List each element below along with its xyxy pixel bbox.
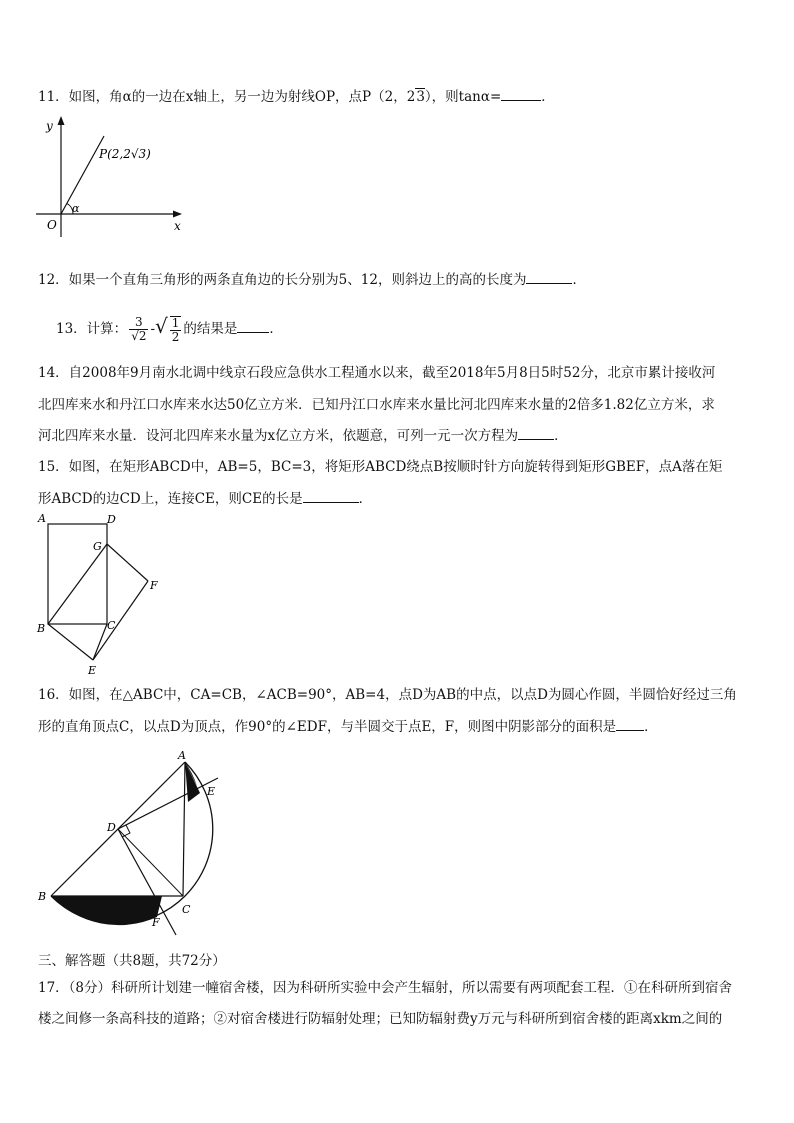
q14-end: ．	[554, 428, 568, 444]
question-13	[56, 312, 778, 344]
q14-line-2: 北四库来水和丹江口水库来水达50亿立方米．已知丹江口水库来水量比河北四库来水量的2倍多1.82亿立方米，求	[38, 397, 715, 413]
q11-sqrt: 3	[416, 89, 425, 105]
q11-label-alpha: α	[72, 202, 80, 215]
section-3-title: 三、解答题（共8题，共72分）	[38, 953, 226, 969]
q14-line-3	[38, 427, 760, 445]
q15-figure	[30, 508, 170, 683]
q16-answer-blank	[616, 718, 644, 731]
q11-label-o: O	[47, 218, 57, 232]
q15-label-g: G	[93, 540, 102, 553]
q13-answer-blank	[237, 320, 269, 333]
q17-line-2: 楼之间修一条高科技的道路；②对宿舍楼进行防辐射处理；已知防辐射费y万元与科研所到宿舍楼的距离xkm之间的	[38, 1011, 723, 1027]
q14-line-3-text: 河北四库来水量．设河北四库来水量为x亿立方米，依题意，可列一元一次方程为	[38, 428, 519, 444]
q15-label-c: C	[107, 619, 116, 632]
q13-prefix: 13．计算：	[56, 321, 128, 337]
q13-end: ．	[269, 321, 283, 337]
q15-label-e: E	[88, 664, 97, 677]
q12-answer-blank	[526, 271, 572, 284]
q13-suffix: 的结果是	[183, 321, 238, 337]
q15-line-2-text: 形ABCD的边CD上，连接CE，则CE的长是	[38, 491, 303, 507]
q16-line-1: 16．如图，在△ABC中，CA=CB，∠ACB=90°，AB=4，点D为AB的中点，以点D为圆心作圆，半圆恰好经过三角	[38, 687, 737, 703]
question-12	[38, 271, 760, 289]
q16-label-e: E	[207, 785, 216, 798]
q13-fraction-1: $\frac{3}{√2}$	[131, 315, 147, 343]
q11-answer-blank	[501, 88, 541, 101]
q17-line-1: 17．（8分）科研所计划建一幢宿舍楼，因为科研所实验中会产生辐射，所以需要有两项配套工程．①在科研所到宿舍	[38, 980, 733, 996]
q13-fraction-2: $\frac{1}{2}$	[171, 315, 180, 344]
q15-end: ．	[358, 491, 373, 507]
q15-label-a: A	[38, 512, 46, 525]
q16-figure	[30, 745, 230, 940]
q16-label-d: D	[107, 821, 116, 834]
q15-label-d: D	[107, 513, 116, 526]
q11-label-p: P(2,2√3)	[99, 147, 151, 161]
q15-line-1: 15．如图，在矩形ABCD中，AB=5，BC=3，将矩形ABCD绕点B按顺时针方向旋转得到矩形GBEF，点A落在矩	[38, 459, 723, 475]
q12-end: ．	[572, 272, 586, 288]
q16-line-2-text: 形的直角顶点C，以点D为顶点，作90°的∠EDF，与半圆交于点E，F，则图中阴影部分的面积是	[38, 719, 617, 735]
q16-end: ．	[644, 719, 658, 735]
q11-text-b: ），则tanα=	[424, 89, 502, 105]
q11-label-y: y	[46, 119, 53, 133]
q16-line-2	[38, 718, 760, 736]
q16-label-a: A	[178, 749, 186, 762]
q15-label-b: B	[37, 622, 46, 635]
q12-text: 12．如果一个直角三角形的两条直角边的长分别为5、12，则斜边上的高的长度为	[38, 272, 527, 288]
question-11	[38, 88, 760, 106]
q15-label-f: F	[150, 579, 158, 592]
q15-answer-blank	[303, 490, 359, 503]
q11-text-a: 11．如图，角α的一边在x轴上，另一边为射线OP，点P（2，2	[38, 89, 416, 105]
q14-answer-blank	[518, 427, 554, 440]
q11-label-x: x	[174, 219, 181, 233]
q13-minus: -	[150, 321, 156, 337]
q16-label-c: C	[182, 903, 191, 916]
q14-line-1: 14．自2008年9月南水北调中线京石段应急供水工程通水以来，截至2018年5月8日5时52分，北京市累计接收河	[38, 365, 716, 381]
q11-end: ．	[541, 89, 555, 105]
q16-label-f: F	[152, 916, 160, 929]
q11-figure	[30, 112, 200, 242]
q15-line-2	[38, 490, 760, 508]
q13-radical-sign: √	[155, 314, 168, 338]
q16-label-b: B	[38, 890, 47, 903]
